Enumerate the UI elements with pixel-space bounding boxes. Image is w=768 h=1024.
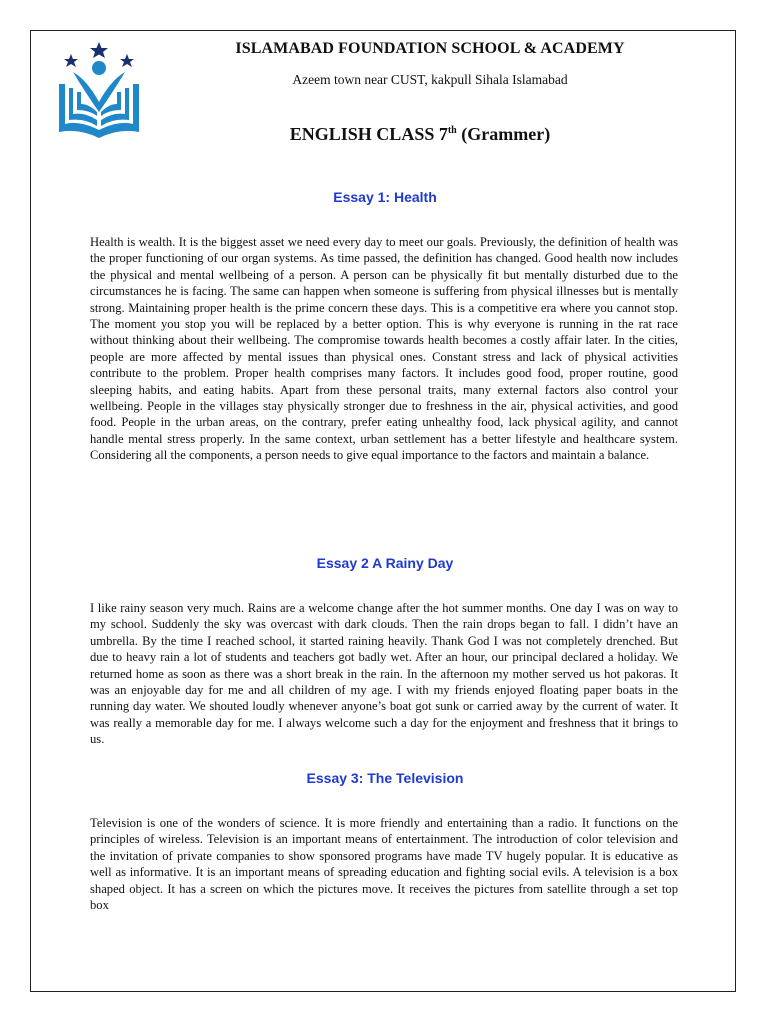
class-title-main: ENGLISH CLASS 7 — [289, 124, 448, 144]
essay-2-body: I like rainy season very much. Rains are a welcome change after the hot summer months. One day I was on way to my school. Suddenly the sky was overcast with dark clouds. Then the rain drops began to fall. I didn’t have an umbrella. By the time I reached school, it started raining heavily. Thank God I was not completely drenched. But due to heavy rain a lot of students and teachers got badly wet. After an hour, our principal declared a holiday. We returned home as soon as there was a short break in the rain. In the afternoon my mother served us hot pakoras. It was an enjoyable day for me and all children of my age. I with my friends enjoyed floating paper boats in the running day water. We shouted loudly whenever anyone’s boat got sunk or carried away by the current of water. It was really a memorable day for me. I always welcome such a day for the enjoyment and freshness that it brings to us. — [90, 601, 678, 747]
school-logo-icon — [53, 40, 145, 142]
class-title — [160, 124, 680, 145]
class-title-sup: th — [447, 125, 457, 136]
essay-3-body: Television is one of the wonders of science. It is more friendly and entertaining than a radio. It functions on the principles of wireless. Television is an important means of entertainment. The introduction of color television and the invitation of private companies to show sponsored programs have made TV hugely popular. It is educative as well as informative. It is an important means of spreading education and fighting social evils. A television is a box shaped object. It has a screen on which the pictures move. It receives the pictures from satellite through a set top box — [90, 816, 678, 913]
essay-2-heading: Essay 2 A Rainy Day — [316, 555, 454, 571]
essay-1-heading: Essay 1: Health — [333, 189, 437, 205]
school-name: ISLAMABAD FOUNDATION SCHOOL & ACADEMY — [235, 40, 625, 57]
class-title-tail: (Grammer) — [456, 124, 551, 144]
essay-3-heading: Essay 3: The Television — [306, 770, 464, 786]
essay-1-body: Health is wealth. It is the biggest asset we need every day to meet our goals. Previously, the definition of health was the proper functioning of our organ systems. As time passed, the definition has changed. Good health now includes the physical and mental wellbeing of a person. A person can be physically fit but mentally disturbed due to the circumstances he is facing. The same can happen when someone is suffering from physical illnesses but is mentally strong. Maintaining proper health is the prime concern these days. This is a competitive era where you cannot stop. The moment you stop you will be replaced by a better option. This is why everyone is running in the rat race without thinking about their wellbeing. The compromise towards health becomes a costly affair later. In the cities, people are more affected by mental issues than physical ones. Constant stress and lack of physical activities contribute to the problem. Proper health comprises many factors. It includes good food, proper routine, good sleeping habits, and eating habits. Apart from these personal traits, many external factors also control your wellbeing. People in the villages stay physically stronger due to freshness in the air, physical activities, and good food. People in the urban areas, on the contrary, prefer eating unhealthy food, lack physical agility, and cannot handle mental stress properly. In the same context, urban settlement has a better lifestyle and healthcare system. Considering all the components, a person needs to give equal importance to the factors and maintain a balance. — [90, 235, 678, 463]
school-address: Azeem town near CUST, kakpull Sihala Islamabad — [292, 72, 568, 87]
